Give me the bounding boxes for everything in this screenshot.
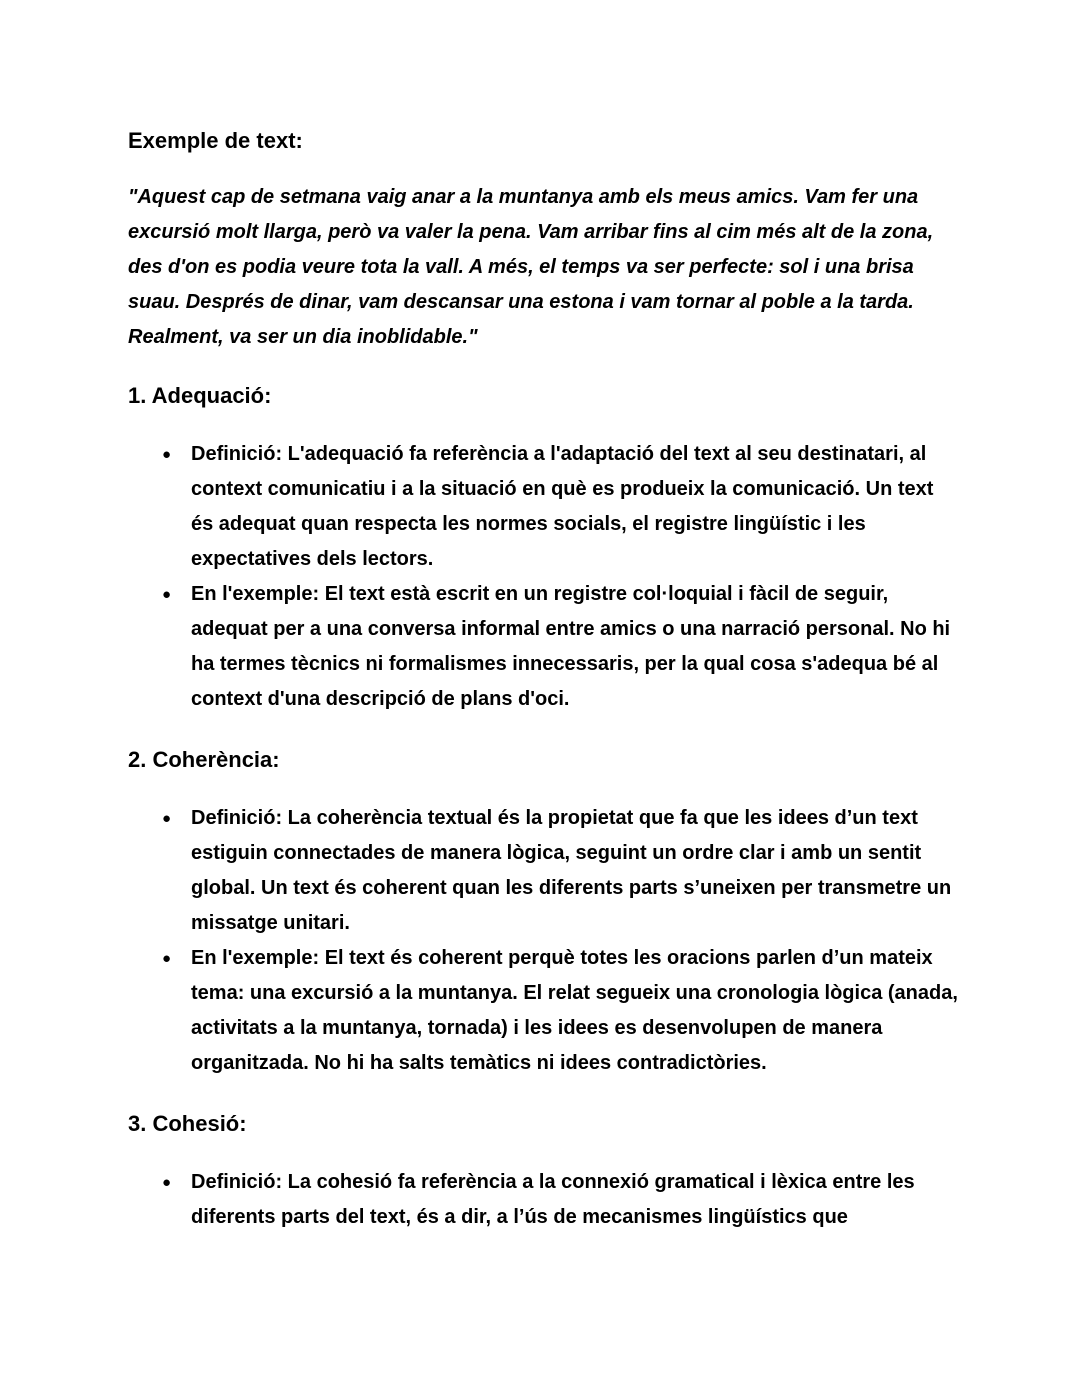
section-adequacio bbox=[128, 379, 958, 717]
bullet-list-adequacio bbox=[128, 437, 958, 717]
list-item bbox=[128, 437, 958, 577]
document-page bbox=[128, 124, 958, 1235]
list-item-text: Definició: La cohesió fa referència a la connexió gramatical i lèxica entre les diferents parts del text, és a dir, a l’ús de mecanismes lingüístics que bbox=[191, 1171, 915, 1228]
bullet-icon: ● bbox=[162, 446, 172, 463]
list-item-text: En l'exemple: El text està escrit en un registre col·loquial i fàcil de seguir, adequat per a una conversa informal entre amics o una narració personal. No hi ha termes tècnics ni formalismes innecessaris, per la qual cosa s'adequa bé al context d'una descripció de plans d'oci. bbox=[191, 583, 951, 710]
list-item-text: Definició: L'adequació fa referència a l'adaptació del text al seu destinatari, al context comunicatiu i a la situació en què es produeix la comunicació. Un text és adequat quan respecta les normes socials, el registre lingüístic i les expectatives dels lectors. bbox=[191, 443, 934, 570]
list-item-text: En l'exemple: El text és coherent perquè totes les oracions parlen d’un mateix tema: una excursió a la muntanya. El relat segueix una cronologia lògica (anada, activitats a la muntanya, tornada) i les idees es desenvolupen de manera organitzada. No hi ha salts temàtics ni idees contradictòries. bbox=[191, 947, 958, 1074]
section-cohesio bbox=[128, 1107, 958, 1235]
section-coherencia bbox=[128, 743, 958, 1081]
section-heading-adequacio: 1. Adequació: bbox=[128, 383, 272, 408]
bullet-icon: ● bbox=[162, 586, 172, 603]
section-heading-coherencia: 2. Coherència: bbox=[128, 747, 280, 772]
list-item bbox=[128, 801, 958, 941]
list-item bbox=[128, 941, 958, 1081]
bullet-icon: ● bbox=[162, 810, 172, 827]
list-item-text: Definició: La coherència textual és la propietat que fa que les idees d’un text estiguin connectades de manera lògica, seguint un ordre clar i amb un sentit global. Un text és coherent quan les diferents parts s’uneixen per transmetre un missatge unitari. bbox=[191, 807, 952, 934]
section-heading-cohesio: 3. Cohesió: bbox=[128, 1111, 247, 1136]
example-heading: Exemple de text: bbox=[128, 128, 303, 153]
list-item bbox=[128, 577, 958, 717]
bullet-icon: ● bbox=[162, 1174, 172, 1191]
bullet-list-cohesio bbox=[128, 1165, 958, 1235]
list-item bbox=[128, 1165, 958, 1235]
bullet-list-coherencia bbox=[128, 801, 958, 1081]
bullet-icon: ● bbox=[162, 950, 172, 967]
example-quote: "Aquest cap de setmana vaig anar a la muntanya amb els meus amics. Vam fer una excursió molt llarga, però va valer la pena. Vam arribar fins al cim més alt de la zona, des d'on es podia veure tota la vall. A més, el temps va ser perfecte: sol i una brisa suau. Després de dinar, vam descansar una estona i vam tornar al poble a la tarda. Realment, va ser un dia inoblidable." bbox=[128, 186, 934, 348]
